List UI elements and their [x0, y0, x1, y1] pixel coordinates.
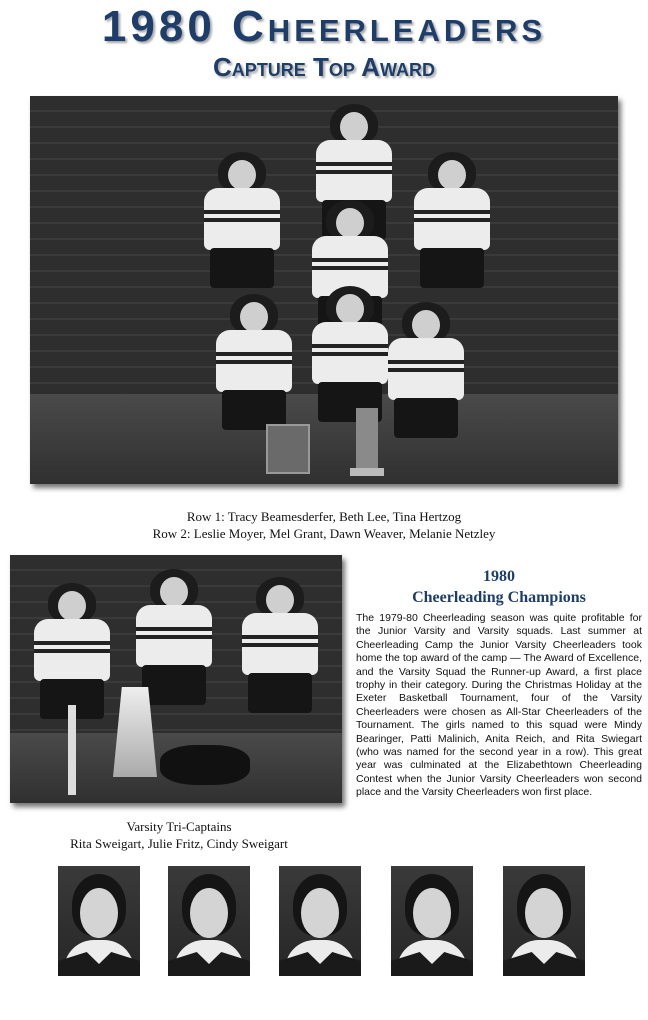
captains-photo: [10, 555, 342, 803]
article-year: 1980: [483, 568, 515, 585]
page-title: 1980 Cheerleaders: [101, 2, 547, 51]
article-title: Cheerleading Champions: [412, 589, 586, 606]
group-photo: [30, 96, 618, 484]
article-body: The 1979-80 Cheerleading season was quite profitable for the Junior Varsity and Varsity squads. Last summer at Cheerleading Camp the Junior Varsity Cheerleaders took home the top award of the camp — The Award of Excellence, and the Varsity Squad the Runner-up Award, a first place trophy in their category. During the Christmas Holiday at the Exeter Basketball Tournament, four of the Varsity Cheerleaders were chosen as All-Star Cheerleaders of the Tournament. The girls named to this squad were Mindy Bearinger, Patti Malinich, Anita Reich, and Rita Swiegart (who was named for the second year in a row). This great year was culminated at the Elizabethtown Cheerleading Contest when the Junior Varsity Cheerleaders won second place and the Varsity Cheerleaders won first place.: [356, 612, 642, 799]
portrait-1: [58, 866, 140, 976]
captains-caption: [20, 818, 338, 852]
portrait-4: [391, 866, 473, 976]
portrait-3: [279, 866, 361, 976]
page-subtitle: Capture Top Award: [213, 52, 435, 82]
row1-caption: Row 1: Tracy Beamesderfer, Beth Lee, Tina Hertzog: [186, 509, 462, 524]
group-photo-caption: [0, 508, 648, 542]
portrait-2: [168, 866, 250, 976]
captains-names: Rita Sweigart, Julie Fritz, Cindy Sweigart: [70, 836, 288, 851]
portrait-5: [503, 866, 585, 976]
row2-caption: Row 2: Leslie Moyer, Mel Grant, Dawn Weaver, Melanie Netzley: [152, 526, 496, 541]
captains-title: Varsity Tri-Captains: [126, 819, 232, 834]
article-heading: [354, 566, 644, 608]
